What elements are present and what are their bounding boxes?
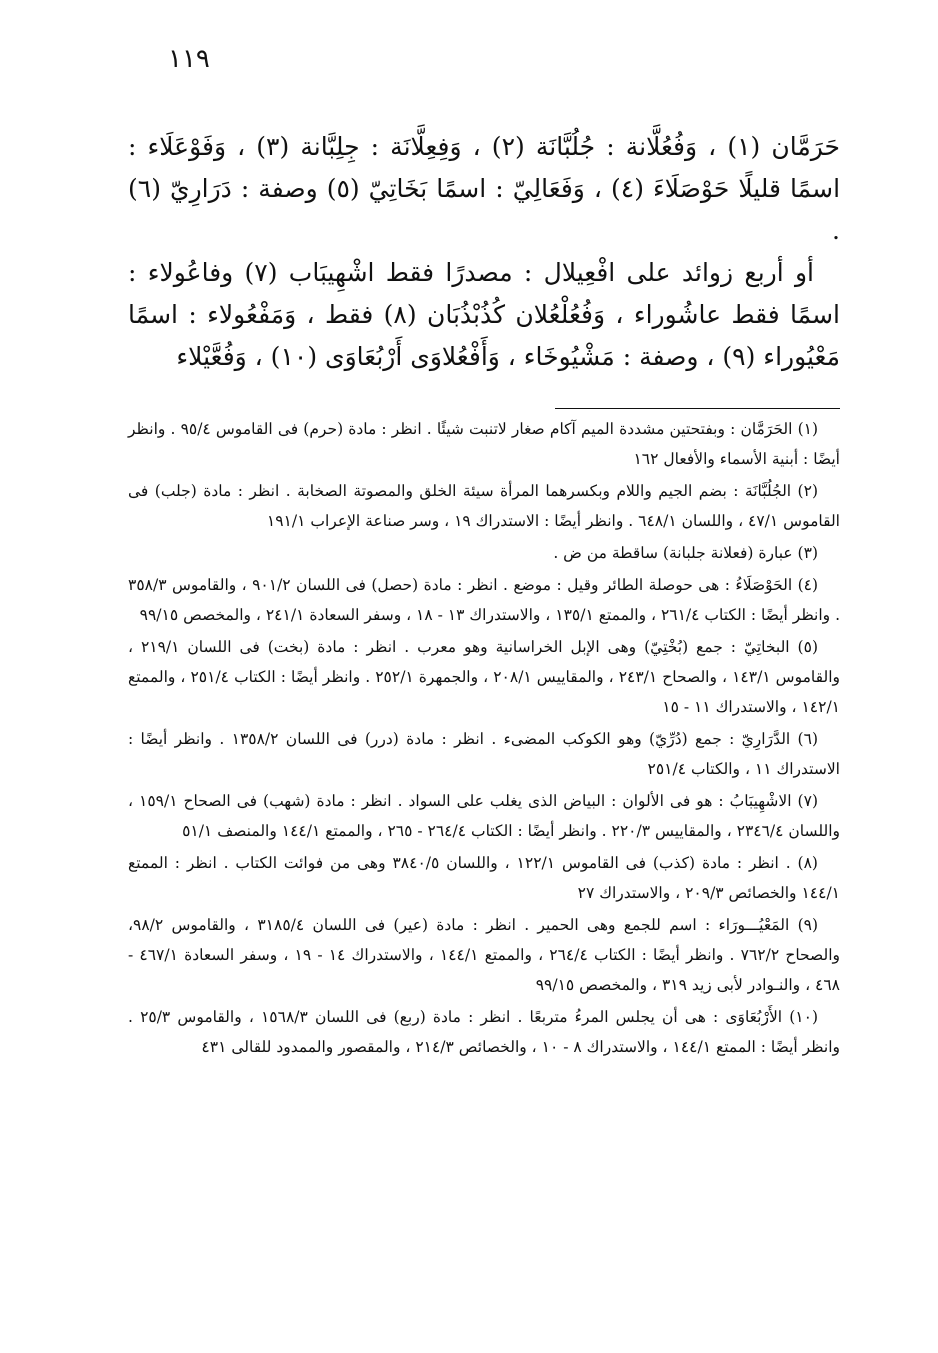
footnote-9: (٩) المَعْيُـــورَاء : اسم للجمع وهى الحمير . انظر : مادة (عير) فى اللسان ٣١٨٥/٤ ، والقاموس ٩٨/٢، والصحاح ٧٦٢/٢ . وانظر أيضًا : الكتاب ٢٦٤/٤ ، والممتع ١٤٤/١ ، والاستدراك ١٤ - ١٩ ، وسفر السعادة ٤٦٧/١ - ٤٦٨ ، والنـوادر لأبى زيد ٣١٩ ، والمخصص ٩٩/١٥: [128, 916, 841, 994]
footnote-8: (٨) . انظر : مادة (كذب) فى القاموس ١٢٢/١ ، واللسان ٣٨٤٠/٥ وهى من فوائت الكتاب . انظر : الممتع ١٤٤/١ والخصائص ٢٠٩/٣ ، والاستدراك ٢٧: [128, 854, 840, 902]
footnote-2: (٢) الجُلُبَّانَة : بضم الجيم واللام وبكسرهما المرأة سيئة الخلق والمصوتة الصخابة . انظر : مادة (جلب) فى القاموس ٤٧/١ ، واللسان ٦٤٨/١ . وانظر أيضًا : الاستدراك ١٩ ، وسر صناعة الإعراب ١٩١/١: [128, 482, 840, 530]
footnote-4: (٤) الحَوْصَلَاءُ : هى حوصلة الطائر وقيل : موضع . انظر : مادة (حصل) فى اللسان ٩٠١/٢ ، والقاموس ٣٥٨/٣ . وانظر أيضًا : الكتاب ٢٦١/٤ ، والممتع ١٣٥/١ ، والاستدراك ١٣ - ١٨ ، وسفر السعادة ٢٤١/١ ، والمخصص ٩٩/١٥: [128, 576, 840, 624]
footnote-7: (٧) الاشْهِيبَابُ : هو فى الألوان : البياض الذى يغلب على السواد . انظر : مادة (شهب) فى الصحاح ١٥٩/١ ، واللسان ٢٣٤٦/٤ ، والمقاييس ٢٢٠/٣ . وانظر أيضًا : الكتاب ٢٦٤/٤ - ٢٦٥ ، والممتع ١٤٤/١ والمنصف ٥١/١: [128, 792, 840, 840]
main-paragraph: أو أربع زوائد على افْعِيلال : مصدرًا فقط اشْهِيبَاب (٧) وفاعُولاء : اسمًا فقط عاشُوراء ، وَفُعُلْعُلان كُذُبْذُبَان (٨) فقط ، وَمَفْعُولاء : اسمًا مَعْيُوراء (٩) ، وصفة : مَشْيُوخَاء ، وَأَفْعُلاوَى أَرْبُعَاوَى (١٠) ، وَفُعَّيْلاء: [128, 258, 841, 371]
footnote-1: (١) الحَرَمَّان : وبفتحتين مشددة الميم آكام صغار لاتنبت شيئًا . انظر : مادة (حرم) فى القاموس ٩٥/٤ . وانظر أيضًا : أبنية الأسماء والأفعال ١٦٢: [128, 420, 840, 468]
footnotes: [128, 414, 840, 1064]
footnote-10: (١٠) الأَرْبُعَاوَى : هى أن يجلس المرءُ متربعًا . انظر : مادة (ربع) فى اللسان ١٥٦٨/٣ ، والقاموس ٢٥/٣ . وانظر أيضًا : الممتع ١٤٤/١ ، والاستدراك ٨ - ١٠ ، والخصائص ٢١٤/٣ ، والمقصور والممدود للقالى ٤٣١: [128, 1008, 840, 1056]
footnote-3: (٣) عبارة (فعلانة جلبانة) ساقطة من ض .: [553, 544, 818, 562]
main-text: [128, 126, 840, 378]
page-number: ١١٩: [168, 44, 210, 74]
footnote-divider: [555, 408, 840, 409]
main-paragraph: حَرَمَّان (١) ، وَفُعُلَّانة : جُلُبَّانَة (٢) ، وَفِعِلَّانَة : جِلِبَّانة (٣) ، وَفَوْعَلَاء : اسمًا قليلًا حَوْصَلَاءَ (٤) ، وَفَعَالِيّ : اسمًا بَخَاتِيّ (٥) وصفة : دَرَارِيّ (٦) .: [128, 132, 841, 245]
footnote-6: (٦) الدَّرَارِيّ : جمع (دُرِّيّ) وهو الكوكب المضىء . انظر : مادة (درر) فى اللسان ١٣٥٨/٢ . وانظر أيضًا : الاستدراك ١١ ، والكتاب ٢٥١/٤: [128, 730, 840, 778]
footnote-5: (٥) البخاتِيّ : جمع (بُخْتِيّ) وهى الإبل الخراسانية وهو معرب . انظر : مادة (بخت) فى اللسان ٢١٩/١ ، والقاموس ١٤٣/١ ، والصحاح ٢٤٣/١ ، والمقاييس ٢٠٨/١ ، والجمهرة ٢٥٢/١ . وانظر أيضًا : الكتاب ٢٥١/٤ ، والممتع ١٤٢/١ ، والاستدراك ١١ - ١٥: [128, 638, 840, 716]
